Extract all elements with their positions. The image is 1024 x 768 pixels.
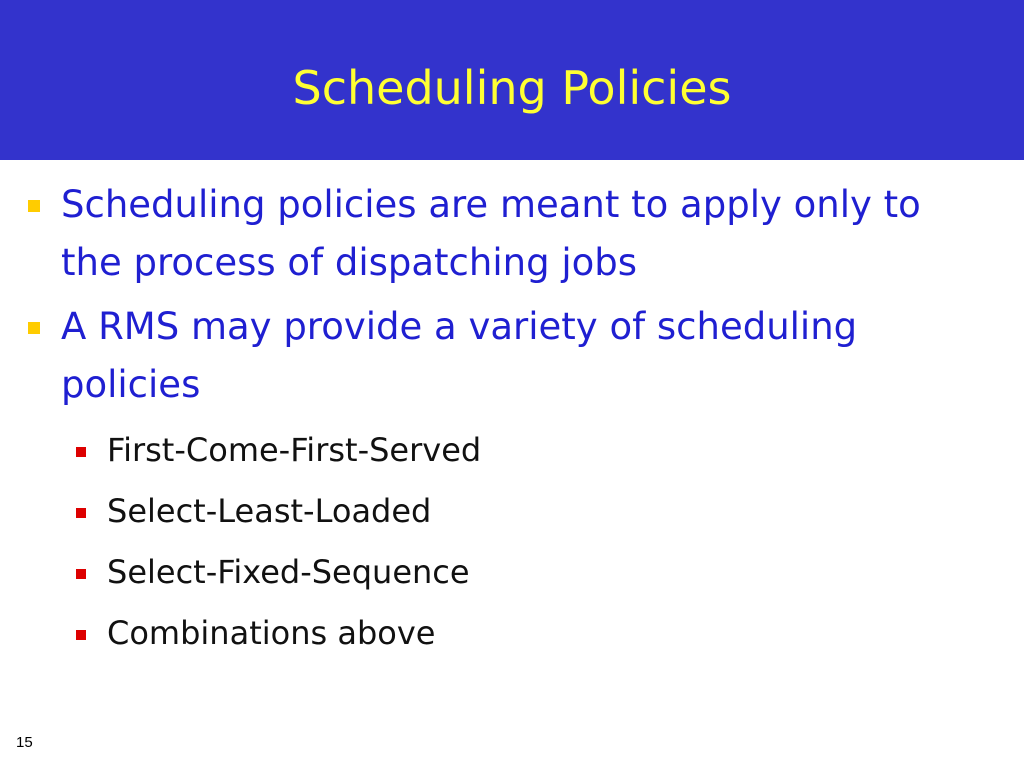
sub-bullet-text: Select-Least-Loaded xyxy=(107,492,432,530)
sub-bullet-item xyxy=(107,420,1024,481)
slide-body xyxy=(0,176,1024,664)
bullet-item xyxy=(61,176,961,292)
bullet-text: A RMS may provide a variety of scheduling policies xyxy=(61,305,858,406)
square-bullet-icon xyxy=(28,322,40,334)
square-bullet-icon xyxy=(28,200,40,212)
sub-bullet-item xyxy=(107,542,1024,603)
title-bar xyxy=(0,0,1024,160)
sub-bullet-item xyxy=(107,603,1024,664)
sub-bullet-list xyxy=(0,420,1024,664)
bullet-text: Scheduling policies are meant to apply only to the process of dispatching jobs xyxy=(61,183,921,284)
square-bullet-icon xyxy=(76,569,86,579)
square-bullet-icon xyxy=(76,447,86,457)
bullet-item xyxy=(61,298,961,414)
sub-bullet-text: Select-Fixed-Sequence xyxy=(107,553,470,591)
sub-bullet-text: First-Come-First-Served xyxy=(107,431,482,469)
slide-title: Scheduling Policies xyxy=(292,61,732,115)
sub-bullet-item xyxy=(107,481,1024,542)
square-bullet-icon xyxy=(76,508,86,518)
page-number: 15 xyxy=(16,734,33,751)
square-bullet-icon xyxy=(76,630,86,640)
sub-bullet-text: Combinations above xyxy=(107,614,436,652)
